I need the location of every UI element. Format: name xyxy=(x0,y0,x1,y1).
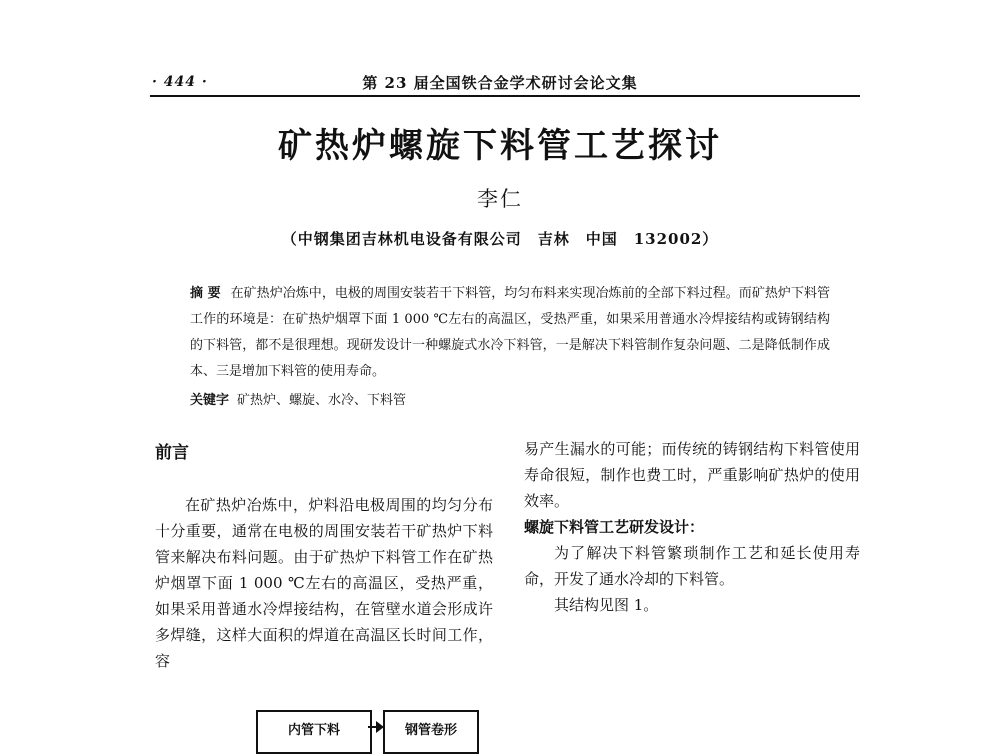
keywords-text: 矿热炉、螺旋、水冷、下料管 xyxy=(237,393,407,408)
section-heading: 前言 xyxy=(155,443,189,463)
right-column xyxy=(524,436,860,618)
abstract-text: 在矿热炉冶炼中，电极的周围安装若干下料管，均匀布料来实现冶炼前的全部下料过程。而矿热炉下料管工作的环境是：在矿热炉烟罩下面 1 000 ℃左右的高温区，受热严重，如果采用普通水冷焊接结构或铸钢结构的下料管，都不是很理想。现研发设计一种螺旋式水冷下料管，一是解决下料管制作复杂问题、二是降低制作成本、三是增加下料管的使用寿命。 xyxy=(190,286,830,379)
intro-paragraph: 在矿热炉冶炼中，炉料沿电极周围的均匀分布十分重要，通常在电极的周围安装若干矿热炉下料管来解决布料问题。由于矿热炉下料管工作在矿热炉烟罩下面 1 000 ℃左右的高温区，受热严重，如果采用普通水冷焊接结构，在管壁水道会形成许多焊缝，这样大面积的焊道在高温区长时间工作，容 xyxy=(155,496,493,670)
abstract-block xyxy=(190,281,830,385)
abstract-label: 摘 要 xyxy=(190,286,221,301)
design-paragraph: 为了解决下料管繁琐制作工艺和延长使用寿命，开发了通水冷却的下料管。 xyxy=(524,544,860,588)
header-rule xyxy=(150,95,860,97)
author-affiliation: （中钢集团吉林机电设备有限公司 吉林 中国 132002） xyxy=(281,230,719,248)
flowchart-box-steel-pipe: 钢管卷形 xyxy=(383,710,479,754)
design-subheading: 螺旋下料管工艺研发设计： xyxy=(524,518,705,536)
running-head: 第 23 届全国铁合金学术研讨会论文集 xyxy=(362,74,638,92)
figure-reference: 其结构见图 1。 xyxy=(554,596,659,614)
author-name: 李仁 xyxy=(477,187,523,211)
keywords-block xyxy=(190,389,830,408)
left-column xyxy=(155,492,493,674)
keywords-label: 关键字 xyxy=(190,393,230,408)
continued-paragraph: 易产生漏水的可能；而传统的铸钢结构下料管使用寿命很短，制作也费工时，严重影响矿热炉的使用效率。 xyxy=(524,440,860,510)
page-number: · 444 · xyxy=(152,74,208,90)
article-title: 矿热炉螺旋下料管工艺探讨 xyxy=(278,126,722,166)
flowchart-box-inner-pipe: 内管下料 xyxy=(256,710,372,754)
